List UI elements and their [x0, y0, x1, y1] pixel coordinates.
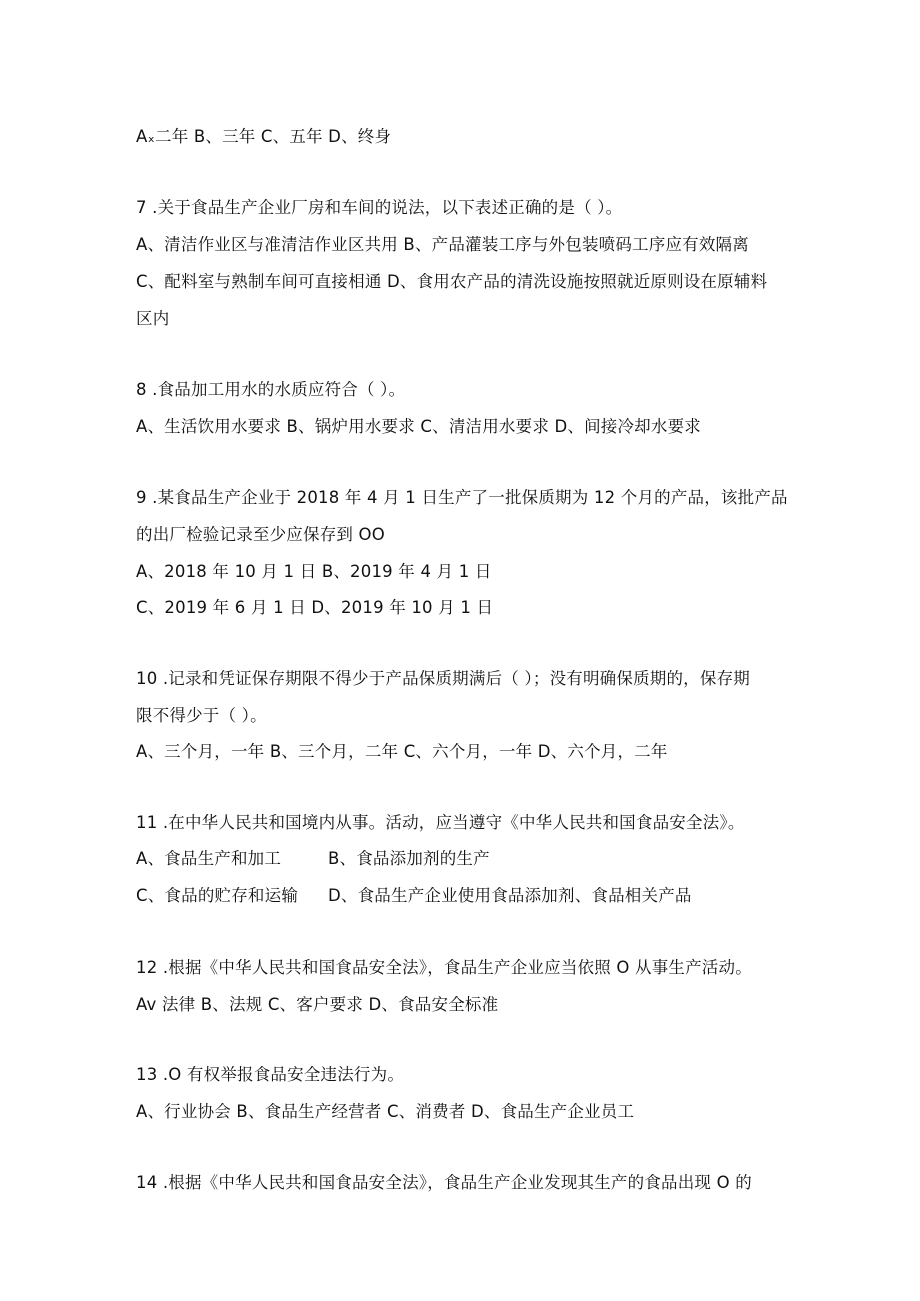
- q7-options-cd-continued: 区内: [136, 309, 170, 328]
- q8-options: A、生活饮用水要求 B、锅炉用水要求 C、清洁用水要求 D、间接冷却水要求: [136, 417, 701, 436]
- q14-question: 14 .根据《中华人民共和国食品安全法》，食品生产企业发现其生产的食品出现 O 的: [136, 1173, 752, 1192]
- q11-option-d: D、食品生产企业使用食品添加剂、食品相关产品: [328, 886, 692, 905]
- q9-question-continued: 的出厂检验记录至少应保存到 OO: [136, 525, 385, 544]
- q11-option-b: B、食品添加剂的生产: [328, 849, 490, 868]
- q10-options: A、三个月，一年 B、三个月，二年 C、六个月，一年 D、六个月，二年: [136, 742, 668, 761]
- q7-options-ab: A、清洁作业区与准清洁作业区共用 B、产品灌装工序与外包装喷码工序应有效隔离: [136, 235, 749, 254]
- q9-options-ab: A、2018 年 10 月 1 日 B、2019 年 4 月 1 日: [136, 562, 492, 581]
- q11-question: 11 .在中华人民共和国境内从事。活动，应当遵守《中华人民共和国食品安全法》。: [136, 813, 745, 832]
- q10-question-continued: 限不得少于（ ）。: [136, 706, 267, 725]
- q11-options-cd: [136, 885, 836, 907]
- q12-question: 12 .根据《中华人民共和国食品安全法》，食品生产企业应当依照 O 从事生产活动。: [136, 958, 752, 977]
- q11-options-ab: [136, 848, 836, 870]
- q11-option-a: A、食品生产和加工: [136, 849, 282, 868]
- q7-question: 7 .关于食品生产企业厂房和车间的说法，以下表述正确的是（ ）。: [136, 198, 623, 217]
- q8-question: 8 .食品加工用水的水质应符合（ ）。: [136, 380, 406, 399]
- q9-options-cd: C、2019 年 6 月 1 日 D、2019 年 10 月 1 日: [136, 598, 494, 617]
- q11-option-c: C、食品的贮存和运输: [136, 886, 299, 905]
- q12-options: Av 法律 B、法规 C、客户要求 D、食品安全标准: [136, 995, 499, 1014]
- q13-question: 13 .O 有权举报食品安全违法行为。: [136, 1065, 405, 1084]
- q6-options-line: Aₓ二年 B、三年 C、五年 D、终身: [136, 127, 392, 146]
- q13-options: A、行业协会 B、食品生产经营者 C、消费者 D、食品生产企业员工: [136, 1102, 635, 1121]
- q10-question: 10 .记录和凭证保存期限不得少于产品保质期满后（ ）；没有明确保质期的，保存期: [136, 669, 750, 688]
- q7-options-cd: C、配料室与熟制车间可直接相通 D、食用农产品的清洗设施按照就近原则设在原辅料: [136, 272, 768, 291]
- q9-question: 9 .某食品生产企业于 2018 年 4 月 1 日生产了一批保质期为 12 个月的产品，该批产品: [136, 488, 788, 507]
